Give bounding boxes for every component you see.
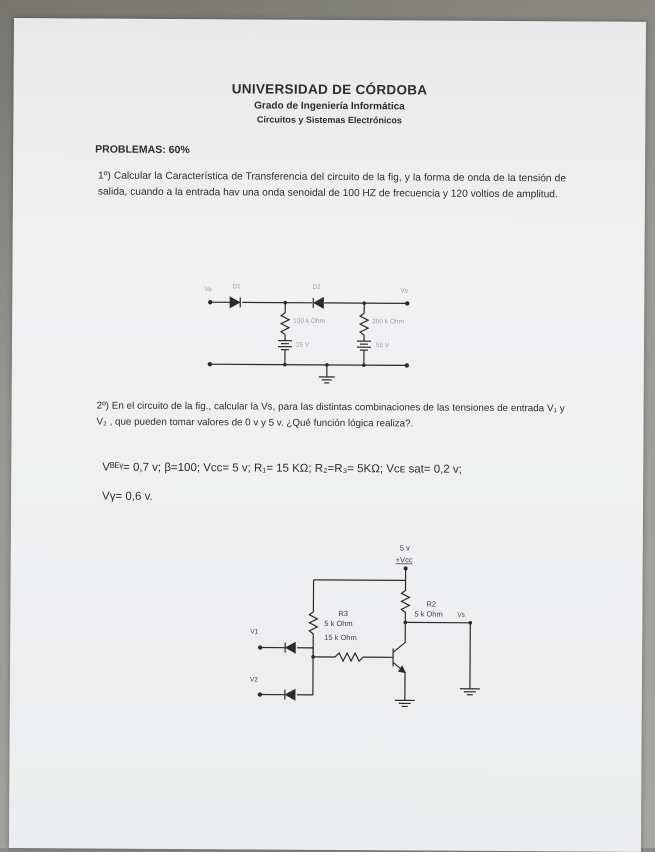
label-vcc: +Vcc [396, 555, 413, 564]
label-vcc-value: 5 v [400, 543, 410, 552]
label-d1: D1 [232, 283, 241, 290]
label-r2-name: R2 [426, 600, 436, 609]
diode-v1-icon [286, 643, 295, 653]
diode-v2-icon [286, 690, 295, 700]
university-title: UNIVERSIDAD DE CÓRDOBA [14, 80, 646, 99]
label-r3-name: R3 [338, 609, 348, 618]
diode-d2-icon [314, 298, 323, 308]
label-r1-value: 15 k Ohm [324, 633, 357, 642]
label-r1: 100 k Ohm [293, 318, 325, 325]
exam-sheet [9, 18, 646, 852]
problem-1-text: 1º) Calcular la Característica de Transferencia del circuito de la fig, y la forma de onda de la tensión de salida, cuando a la entrada hav una onda senoidal de 100 HZ de frecuencia y 120 voltios de amplitud. [98, 169, 566, 204]
label-ve: Ve [204, 286, 212, 293]
circuit-1-diagram [192, 264, 433, 390]
label-r2: 200 k Ohm [372, 318, 404, 325]
label-v1: V1 [250, 628, 258, 635]
label-v1: 25 V [296, 342, 310, 349]
degree-title: Grado de Ingeniería Informática [13, 99, 645, 114]
label-r2-value: 5 k Ohm [414, 609, 442, 618]
emitter-arrow-icon [399, 666, 405, 672]
circuit-2-diagram [225, 529, 491, 711]
label-d2: D2 [312, 284, 321, 291]
label-r3-value: 5 k Ohm [324, 619, 352, 628]
course-title: Circuitos y Sistemas Electrónicos [13, 113, 645, 127]
parameters-line-1: Vᴮᴱᵞ= 0,7 v; β=100; Vcc= 5 v; R₁= 15 KΩ; R₂=R₃= 5KΩ; Vᴄᴇ sat= 0,2 v; [102, 462, 462, 476]
label-vs: Vs [400, 287, 408, 294]
problems-heading: PROBLEMAS: 60% [95, 143, 190, 156]
parameters-line-2: Vγ= 0,6 v. [102, 491, 153, 503]
label-v2: 50 V [376, 342, 390, 349]
label-vs: Vs [457, 612, 465, 619]
problem-2-text: 2º) En el circuito de la fig., calcular la Vs, para las distintas combinaciones de las tensiones de entrada V₁ y V₂ , que pueden tomar valores de 0 v y 5 v. ¿Qué función lógica realiza?. [96, 399, 564, 434]
diode-d1-icon [230, 297, 239, 307]
label-v2: V2 [250, 676, 258, 683]
